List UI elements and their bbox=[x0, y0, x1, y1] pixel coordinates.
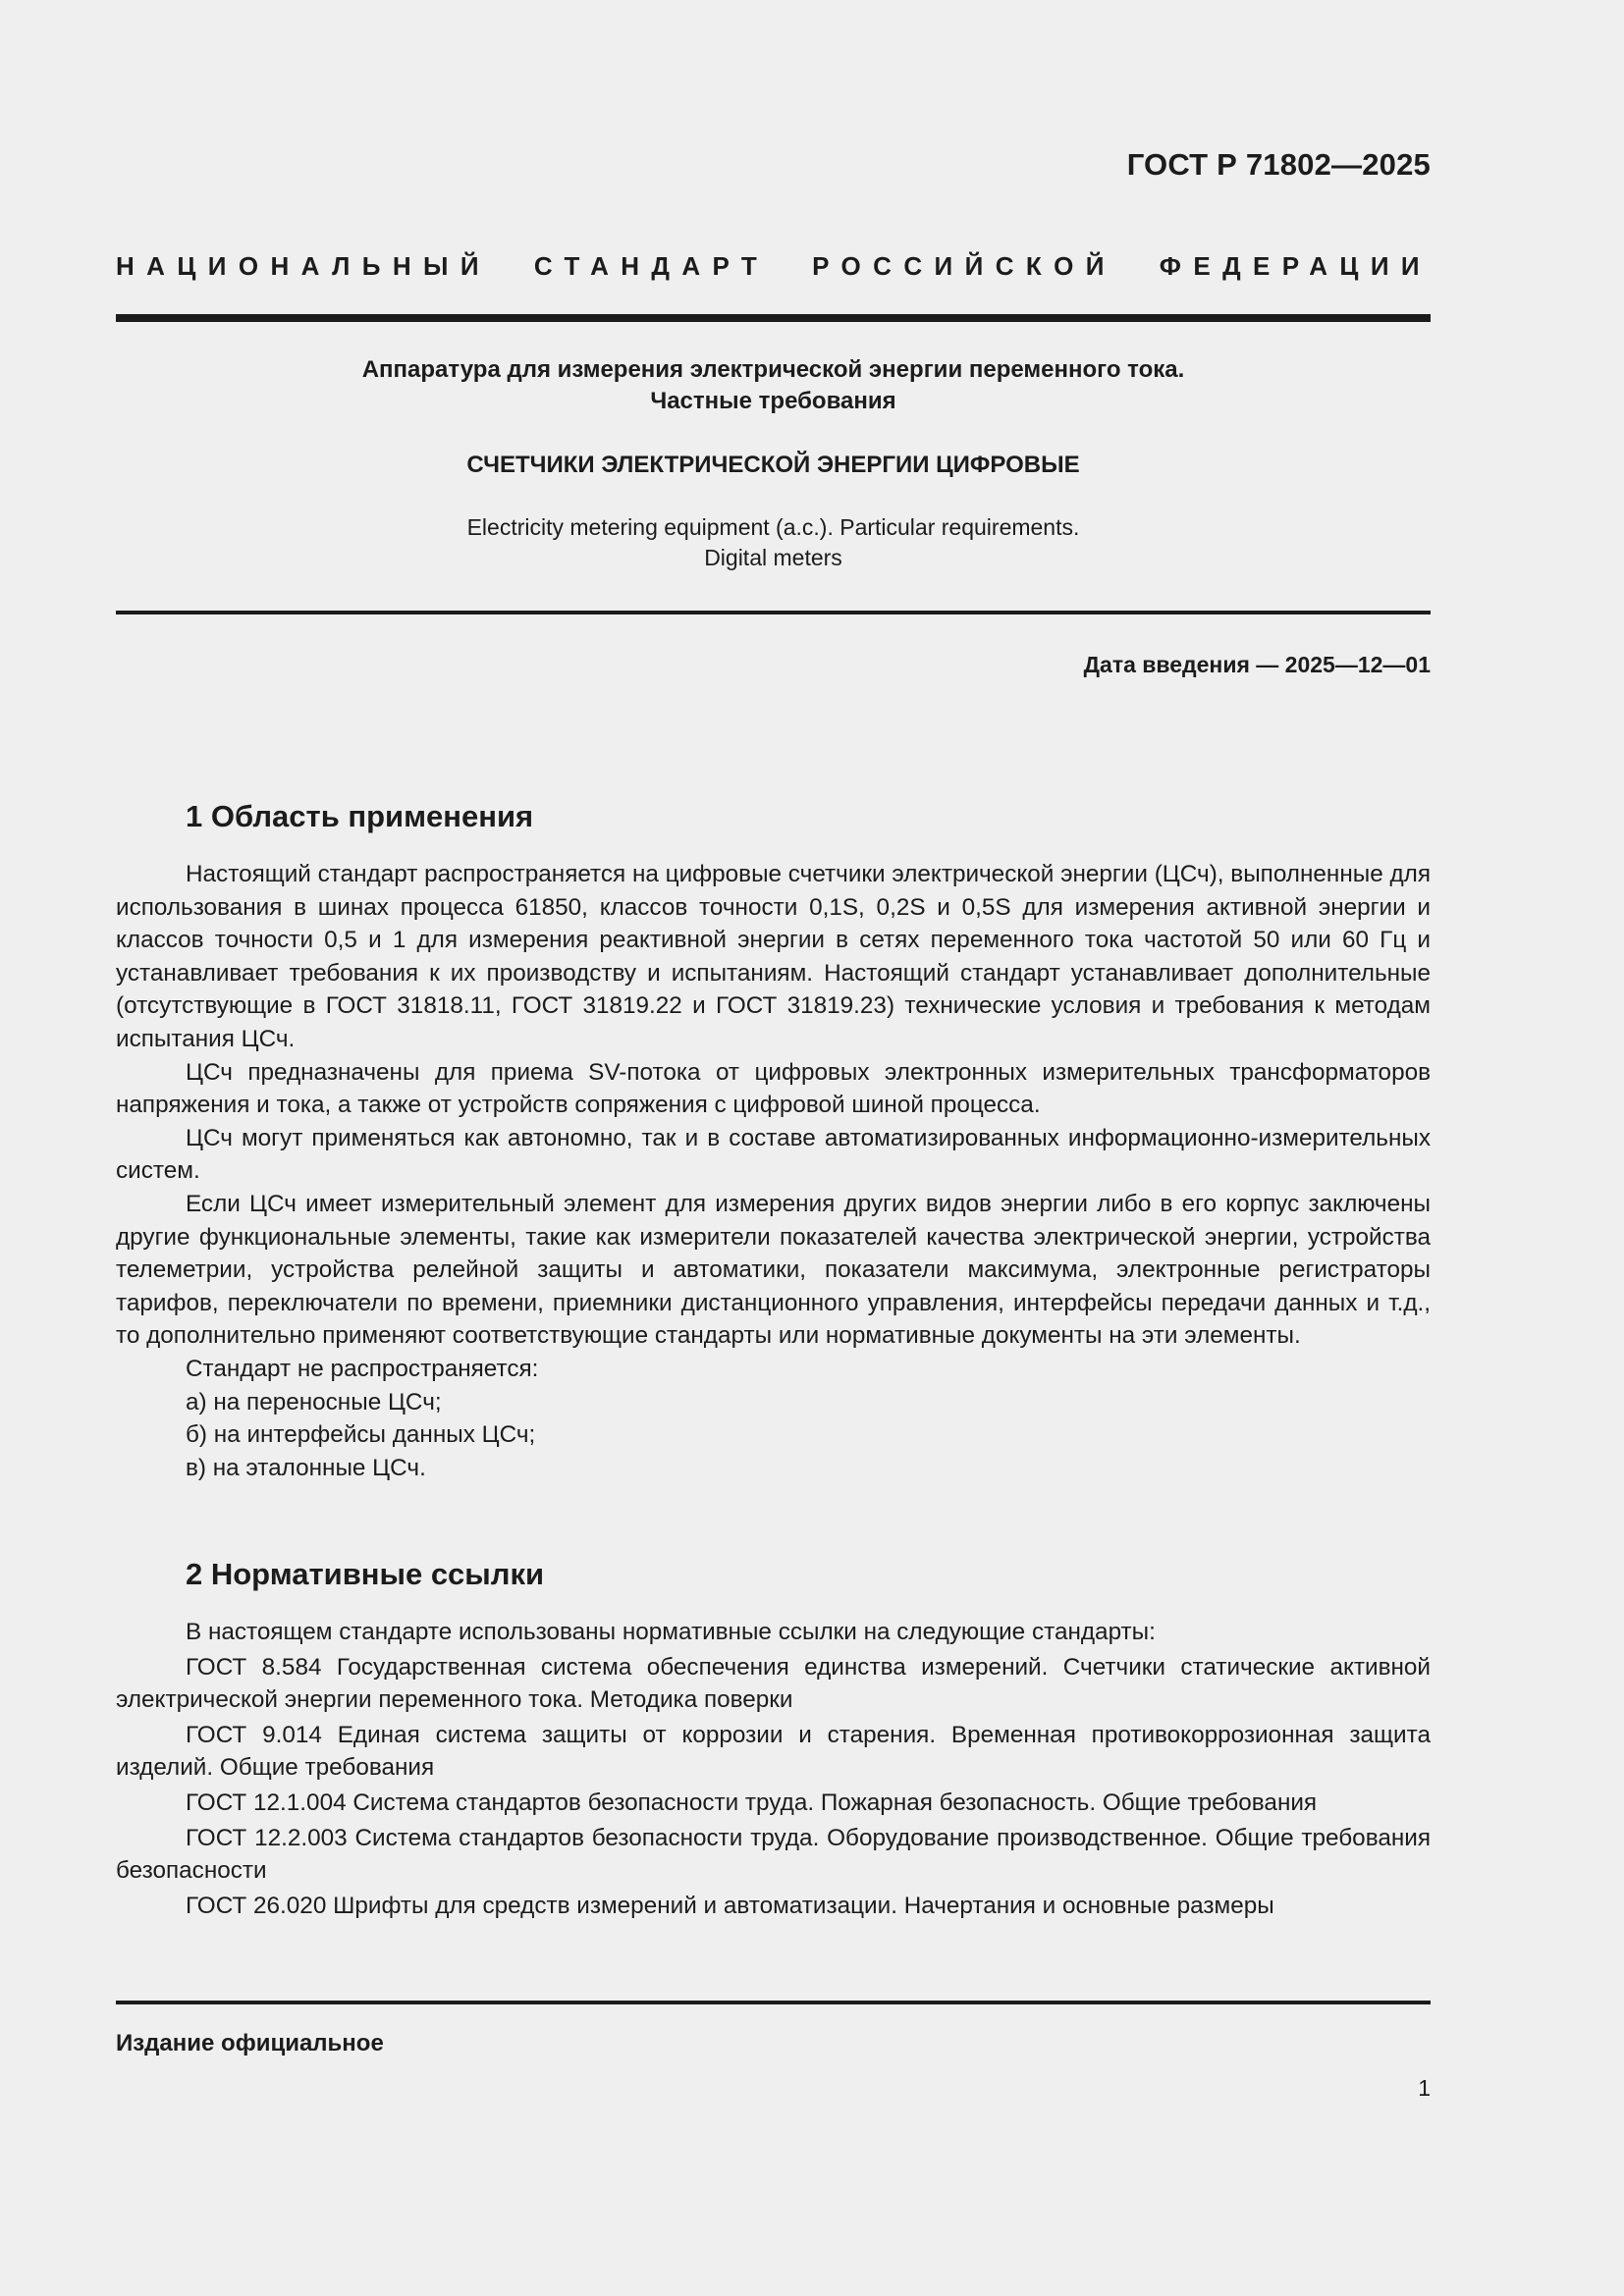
english-title bbox=[116, 512, 1431, 573]
paragraph: ЦСч предназначены для приема SV-потока от цифровых электронных измерительных трансформаторов напряжения и тока, а также от устройств сопряжения с цифровой шиной процесса. bbox=[116, 1058, 1431, 1119]
list-item: б) на интерфейсы данных ЦСч; bbox=[186, 1421, 536, 1449]
paragraph: В настоящем стандарте использованы нормативные ссылки на следующие стандарты: bbox=[186, 1619, 1156, 1645]
section-scope bbox=[116, 797, 1431, 1484]
section-normative-references bbox=[116, 1555, 1431, 1924]
document-number: ГОСТ Р 71802—2025 bbox=[1126, 147, 1431, 182]
list-item: в) на эталонные ЦСч. bbox=[186, 1454, 426, 1481]
title-line-2: Частные требования bbox=[650, 388, 896, 414]
section-heading: 1 Область применения bbox=[186, 799, 534, 833]
section-heading: 2 Нормативные ссылки bbox=[186, 1557, 545, 1591]
document-subtitle: СЧЕТЧИКИ ЭЛЕКТРИЧЕСКОЙ ЭНЕРГИИ ЦИФРОВЫЕ bbox=[466, 452, 1080, 478]
paragraph: Настоящий стандарт распространяется на цифровые счетчики электрической энергии (ЦСч), выполненные для использования в шинах процесса 61850, классов точности 0,1S, 0,2S и 0,5S для измерения активной энергии и классов точности 0,5 и 1 для измерения реактивной энергии в сетях переменного тока частотой 50 или 60 Гц и устанавливает требования к их производству и испытаниям. Настоящий стандарт устанавливает дополнительные (отсутствующие в ГОСТ 31818.11, ГОСТ 31819.22 и ГОСТ 31819.23) технические условия и требования к методам испытания ЦСч. bbox=[116, 861, 1431, 1052]
title-divider bbox=[116, 611, 1431, 614]
title-line-1: Аппаратура для измерения электрической энергии переменного тока. bbox=[361, 356, 1185, 383]
paragraph: Если ЦСч имеет измерительный элемент для измерения других видов энергии либо в его корпус заключены другие функциональные элементы, такие как измерители показателей качества электрической энергии, устройства телеметрии, устройства релейной защиты и автоматики, показатели максимума, электронные регистраторы тарифов, переключатели по времени, приемники дистанционного управления, интерфейсы передачи данных и т.д., то дополнительно применяют соответствующие стандарты или нормативные документы на эти элементы. bbox=[116, 1190, 1431, 1350]
list-item: а) на переносные ЦСч; bbox=[186, 1388, 442, 1415]
reference-item: ГОСТ 9.014 Единая система защиты от коррозии и старения. Временная противокоррозионная защита изделий. Общие требования bbox=[116, 1721, 1431, 1782]
reference-item: ГОСТ 26.020 Шрифты для средств измерений и автоматизации. Начертания и основные размеры bbox=[186, 1892, 1274, 1919]
footer-divider bbox=[116, 2001, 1431, 2004]
paragraph: ЦСч могут применяться как автономно, так и в составе автоматизированных информационно-измерительных систем. bbox=[116, 1124, 1431, 1185]
reference-item: ГОСТ 8.584 Государственная система обеспечения единства измерений. Счетчики статические активной электрической энергии переменного тока. Методика поверки bbox=[116, 1653, 1431, 1714]
page-number: 1 bbox=[1418, 2075, 1431, 2101]
document-title bbox=[116, 354, 1431, 417]
edition-note: Издание официальное bbox=[116, 2030, 384, 2056]
header-divider bbox=[116, 314, 1431, 322]
english-title-line-2: Digital meters bbox=[704, 545, 842, 570]
reference-item: ГОСТ 12.1.004 Система стандартов безопасности труда. Пожарная безопасность. Общие требования bbox=[186, 1789, 1318, 1816]
national-standard-banner: НАЦИОНАЛЬНЫЙ СТАНДАРТ РОССИЙСКОЙ ФЕДЕРАЦИИ bbox=[116, 251, 1432, 281]
english-title-line-1: Electricity metering equipment (a.c.). Particular requirements. bbox=[466, 514, 1080, 540]
reference-item: ГОСТ 12.2.003 Система стандартов безопасности труда. Оборудование производственное. Общие требования безопасности bbox=[116, 1824, 1431, 1885]
introduction-date: Дата введения — 2025—12—01 bbox=[1083, 652, 1431, 677]
paragraph: Стандарт не распространяется: bbox=[186, 1355, 539, 1382]
